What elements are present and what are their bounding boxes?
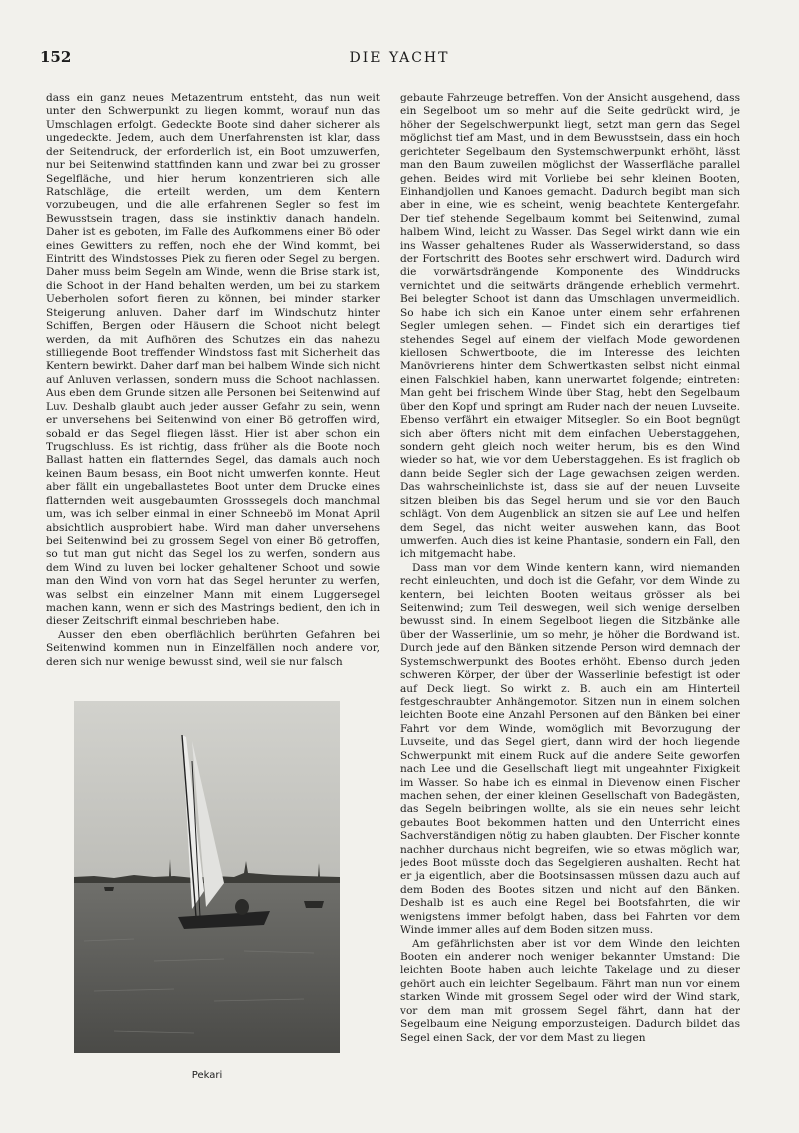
paragraph: Ausser den eben oberflächlich berührten Gefahren bei Seitenwind kommen nun in Einzelfällen noch andere vor, deren sich nur wenige bewusst sind, weil sie nur falsch	[46, 628, 380, 668]
paragraph: Am gefährlichsten aber ist vor dem Winde den leichten Booten ein anderer noch weniger bekannter Umstand: Die leichten Boote haben auch leichte Takelage und zu dieser gehört auch ein leichter Segelbaum. Fährt man nun vor einem starken Winde mit grossem Segel oder wird der Wind stark, vor dem man mit grossem Segel fährt, dann hat der Segelbaum eine Neigung emporzusteigen. Dadurch bildet das Segel einen Sack, der vor dem Mast zu liegen	[400, 937, 740, 1044]
right-column	[400, 92, 740, 1094]
sailboat-photo-drawing	[74, 701, 340, 1053]
figure-caption: Pekari	[191, 1070, 223, 1081]
page-number: 152	[40, 48, 72, 66]
paragraph: gebaute Fahrzeuge betreffen. Von der Ansicht ausgehend, dass ein Segelboot um so mehr auf die Seite gedrückt wird, je höher der Segelschwerpunkt liegt, setzt man gern das Segel möglichst tief am Mast, und in dem Bewusstsein, dass ein hoch gerichteter Segelbaum den Systemschwerpunkt erhöht, lässt man den Baum zuweilen möglichst der Wasserfläche parallel gehen. Beides wird mit Vorliebe bei sehr kleinen Booten, Einhandjollen und Kanoes gemacht. Dadurch begibt man sich aber in eine, wie es scheint, wenig beachtete Kentergefahr. Der tief stehende Segelbaum kommt bei Seitenwind, zumal halbem Wind, leicht zu Wasser. Das Segel wirkt dann wie ein ins Wasser gehaltenes Ruder als Wasserwiderstand, so dass der Fortschritt des Bootes sehr erschwert wird. Dadurch wird die vorwärtsdrängende Komponente des Winddrucks vernichtet und die seitwärts drängende erheblich vermehrt. Bei belegter Schoot ist dann das Umschlagen unvermeidlich. So habe ich sich ein Kanoe unter einem sehr erfahrenen Segler umlegen sehen. — Findet sich ein derartiges tief stehendes Segel auf einem der vielfach Mode gewordenen kiellosen Schwertboote, die im Interesse des leichten Manövrierens hinter dem Schwertkasten selbst nicht einmal einen Falschkiel haben, kann unerwartet folgende; eintreten: Man geht bei frischem Winde über Stag, hebt den Segelbaum über den Kopf und springt am Ruder nach der neuen Luvseite. Ebenso verfährt ein etwaiger Mitsegler. So ein Boot begnügt sich aber öfters nicht mit dem einfachen Ueberstaggehen, sondern geht gleich noch weiter herum, bis es den Wind wieder so hat, wie vor dem Ueberstaggehen. Es ist fraglich ob dann beide Segler sich der Lage gewachsen zeigen werden. Das wahrscheinlichste ist, dass sie auf der neuen Luvseite sitzen bleiben bis das Segel herum und sie vor den Bauch schlägt. Von dem Augenblick an sitzen sie auf Lee und helfen dem Segel, das nicht weiter auswehen kann, das Boot umwerfen. Auch dies ist keine Phantasie, sondern ein Fall, den ich mitgemacht habe.	[400, 92, 740, 561]
running-title: DIE YACHT	[349, 50, 450, 66]
paragraph: dass ein ganz neues Metazentrum entsteht, das nun weit unter den Schwerpunkt zu liegen kommt, worauf nun das Umschlagen erfolgt. Gedeckte Boote sind daher sicherer als ungedeckte. Jedem, auch dem Unerfahrensten ist klar, dass der Seitendruck, der erforderlich ist, ein Boot umzuwerfen, nur bei Seitenwind stattfinden kann und zwar bei zu grosser Segelfläche, und hier herum konzentrieren sich alle Ratschläge, die erteilt werden, um dem Kentern vorzubeugen, und die alle erfahrenen Segler so fest im Bewusstsein tragen, dass sie instinktiv danach handeln. Daher ist es geboten, im Falle des Aufkommens einer Bö oder eines Gewitters zu reffen, noch ehe der Wind kommt, bei Eintritt des Windstosses Piek zu fieren oder Segel zu bergen. Daher muss beim Segeln am Winde, wenn die Brise stark ist, die Schoot in der Hand behalten werden, um bei zu starkem Ueberholen sofort fieren zu können, bei minder starker Steigerung anluven. Daher darf im Windschutz hinter Schiffen, Bergen oder Häusern die Schoot nicht belegt werden, da mit Aufhören des Schutzes ein das nahezu stilliegende Boot treffender Windstoss fast mit Sicherheit das Kentern bewirkt. Daher darf man bei halbem Winde sich nicht auf Anluven verlassen, sondern muss die Schoot nachlassen. Aus eben dem Grunde sitzen alle Personen bei Seitenwind auf Luv. Deshalb glaubt auch jeder ausser Gefahr zu sein, wenn er unversehens bei Seitenwind von einer Bö getroffen wird, sobald er das Segel fliegen lässt. Hier ist aber schon ein Trugschluss. Es ist richtig, dass früher als die Boote noch Ballast hatten ein flatterndes Segel, das damals auch noch keinen Baum besass, ein Boot nicht umwerfen konnte. Heut aber fällt ein ungeballastetes Boot unter dem Drucke eines flatternden weit ausgebaumten Grosssegels doch manchmal um, was ich selber einmal in einer Schneebö im Monat April absichtlich ausprobiert habe. Wird man daher unversehens bei Seitenwind bei zu grossem Segel von einer Bö getroffen, so tut man gut nicht das Segel los zu werfen, sondern aus dem Wind zu luven bei locker gehaltener Schoot und sowie man den Wind von vorn hat das Segel herunter zu werfen, was selbst ein einzelner Mann mit einem Luggersegel machen kann, wenn er sich des Mastrings bedient, den ich in dieser Zeitschrift einmal beschrieben habe.	[46, 92, 380, 628]
left-column	[46, 92, 380, 688]
photo-sailboat	[74, 701, 340, 1053]
paragraph: Dass man vor dem Winde kentern kann, wird niemanden recht einleuchten, und doch ist die Gefahr, vor dem Winde zu kentern, bei leichten Booten weitaus grösser als bei Seitenwind; zum Teil deswegen, weil sich wenige derselben bewusst sind. In einem Segelboot liegen die Sitzbänke alle über der Wasserlinie, um so mehr, je höher die Bordwand ist. Durch jede auf den Bänken sitzende Person wird demnach der Systemschwerpunkt des Bootes erhöht. Ebenso durch jeden schweren Körper, der über der Wasserlinie befestigt ist oder auf Deck liegt. So wirkt z. B. auch ein am Hinterteil festgeschraubter Anhängemotor. Sitzen nun in einem solchen leichten Boote eine Anzahl Personen auf den Bänken bei einer Fahrt vor dem Winde, womöglich mit Bevorzugung der Luvseite, und das Segel giert, dann wird der hoch liegende Schwerpunkt mit einem Ruck auf die andere Seite geworfen nach Lee und die Gesellschaft liegt mit ungeahnter Fixigkeit im Wasser. So habe ich es einmal in Dievenow einen Fischer machen sehen, der einer kleinen Gesellschaft von Badegästen, das Segeln beibringen wollte, als sie ein neues sehr leicht gebautes Boot bekommen hatten und den Unterricht eines Sachverständigen nötig zu haben glaubten. Der Fischer konnte nachher durchaus nicht begreifen, wie so etwas möglich war, jedes Boot müsste doch das Segelgieren aushalten. Recht hat er ja eigentlich, aber die Bootsinsassen müssen dazu auch auf dem Boden des Bootes sitzen und nicht auf den Bänken. Deshalb ist es auch eine Regel bei Bootsfahrten, die wir wenigstens immer befolgt haben, dass bei Fahrten vor dem Winde immer alles auf dem Boden sitzen muss.	[400, 561, 740, 937]
